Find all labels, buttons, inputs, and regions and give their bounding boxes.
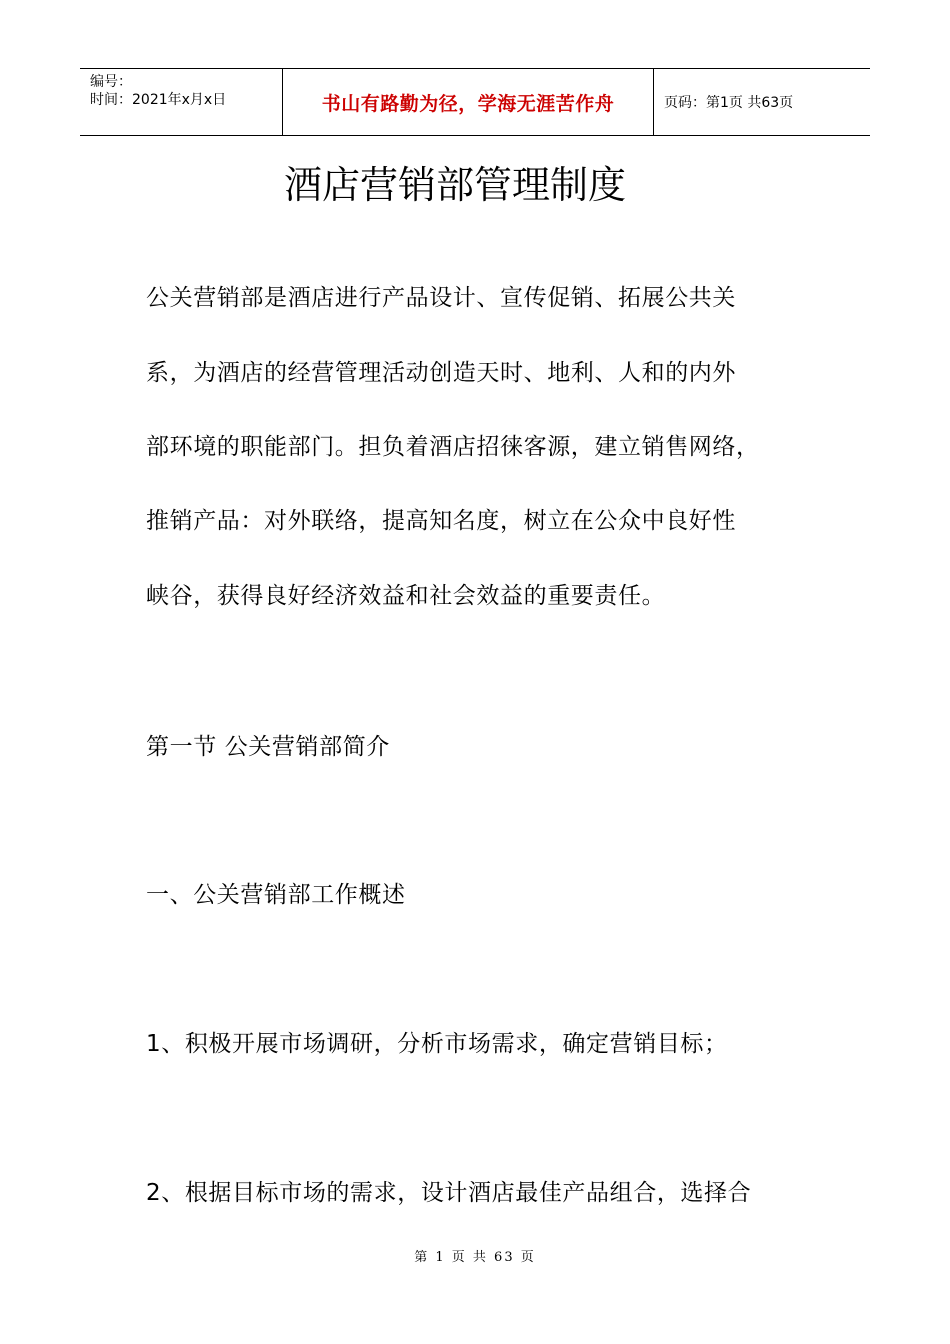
paragraph-line: 公关营销部是酒店进行产品设计、宣传促销、拓展公共关	[146, 285, 736, 311]
header-page-info: 页码：第1页 共63页	[664, 95, 794, 111]
paragraph-line: 峡谷，获得良好经济效益和社会效益的重要责任。	[146, 583, 666, 609]
document-header	[80, 68, 870, 136]
page-footer: 第 1 页 共 63 页	[414, 1250, 536, 1265]
section-heading: 第一节 公关营销部简介	[146, 734, 390, 760]
paragraph-line: 系，为酒店的经营管理活动创造天时、地利、人和的内外	[146, 360, 736, 386]
list-item: 2、根据目标市场的需求，设计酒店最佳产品组合，选择合	[146, 1180, 752, 1206]
number-label: 编号：	[90, 74, 132, 90]
header-meta	[80, 69, 282, 135]
list-item: 1、积极开展市场调研，分析市场需求，确定营销目标；	[146, 1031, 728, 1057]
paragraph-line: 部环境的职能部门。担负着酒店招徕客源，建立销售网络，	[146, 434, 760, 460]
page-title: 酒店营销部管理制度	[283, 163, 626, 207]
time-label: 时间：2021年x月x日	[90, 92, 227, 108]
header-slogan: 书山有路勤为径，学海无涯苦作舟	[282, 69, 654, 135]
subsection-heading: 一、公关营销部工作概述	[146, 882, 406, 908]
paragraph-line: 推销产品：对外联络，提高知名度，树立在公众中良好性	[146, 508, 736, 534]
